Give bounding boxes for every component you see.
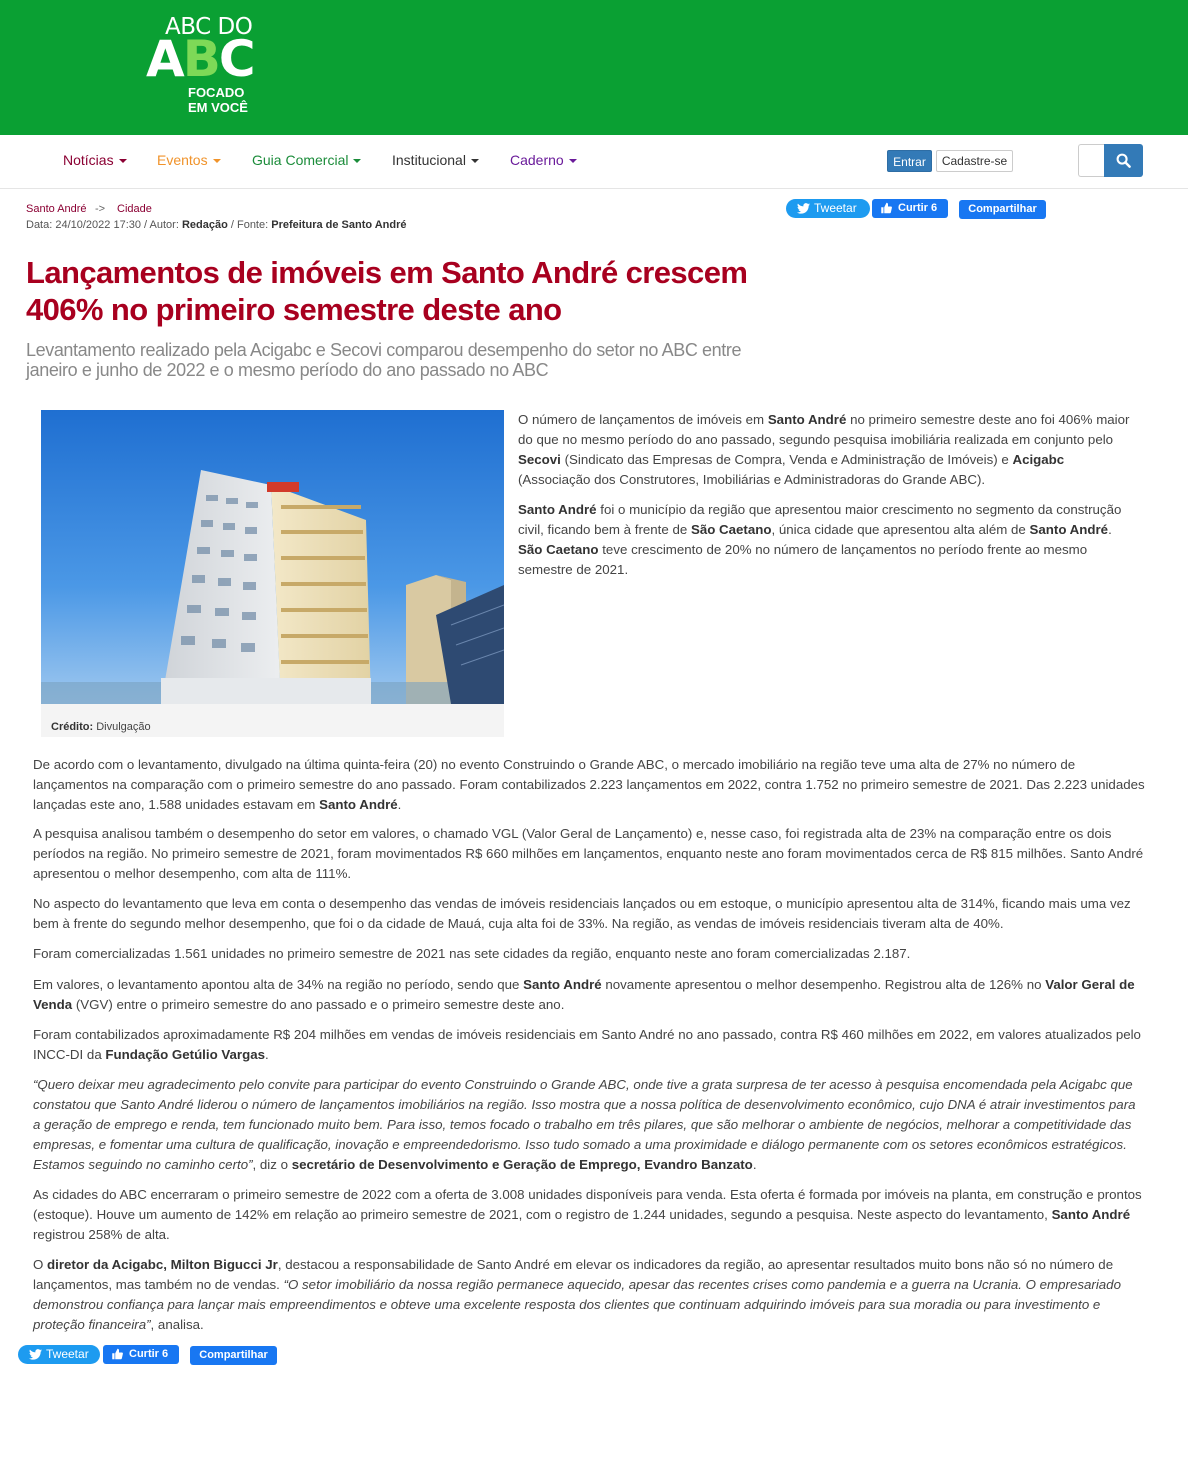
nav-guia-comercial[interactable] [252, 152, 361, 168]
login-button[interactable]: Entrar [887, 150, 932, 172]
article-title: Lançamentos de imóveis em Santo André crescem 406% no primeiro semestre deste ano [26, 255, 748, 327]
meta-date: Data: 24/10/2022 17:30 / Autor: [26, 219, 182, 231]
like-button-top[interactable] [872, 199, 948, 218]
logo-letter-c: C [218, 30, 254, 88]
text-run: no primeiro semestre deste ano foi 406% maior do que no mesmo período do ano passado, segundo pesquisa imobiliária realizada em conjunto pelo [518, 412, 1130, 447]
share-button-bottom[interactable]: Compartilhar [190, 1346, 277, 1365]
article-paragraph-4 [33, 824, 1145, 884]
text-run: . [265, 1047, 269, 1062]
text-run: , analisa. [150, 1317, 204, 1332]
site-logo[interactable] [146, 12, 256, 122]
logo-tagline [188, 85, 248, 115]
bold-text: Valor Geral de Venda [33, 977, 1135, 1012]
text-run: Foram comercializadas 1.561 unidades no primeiro semestre de 2021 nas sete cidades da região, enquanto neste ano foram comercializadas 2.187. [33, 946, 911, 961]
article-paragraph-2 [518, 500, 1138, 580]
text-run: foi o município da região que apresentou maior crescimento no segmento da construção civil, ficando bem à frente de [518, 502, 1122, 537]
bold-text: Fundação Getúlio Vargas [105, 1047, 266, 1062]
bold-text: Santo André [1029, 522, 1109, 537]
site-header [0, 0, 1188, 135]
article-paragraph-7 [33, 975, 1145, 1015]
logo-letter-b: B [182, 30, 219, 88]
chevron-down-icon [213, 159, 221, 163]
article-figure [41, 410, 504, 737]
bold-text: diretor da Acigabc, Milton Bigucci Jr [47, 1257, 278, 1272]
nav-noticias[interactable] [63, 152, 127, 168]
chevron-down-icon [471, 159, 479, 163]
nav-guia-comercial-label: Guia Comercial [252, 152, 349, 168]
meta-source: Prefeitura de Santo André [271, 219, 407, 231]
article-paragraph-8 [33, 1025, 1145, 1065]
bold-text: Secovi [518, 452, 561, 467]
share-button-top[interactable]: Compartilhar [959, 200, 1046, 219]
text-run: No aspecto do levantamento que leva em conta o desempenho das vendas de imóveis residenciais lançados ou em estoque, o município apresentou alta de 314%, ficando mais uma vez bem à frente do segundo melhor desempenho, que foi o da cidade de Mauá, cuja alta foi de 33%. Na região, as vendas de imóveis residenciais tiveram alta de 40%. [33, 896, 1131, 931]
text-run: . [397, 797, 402, 812]
article-paragraph-5 [33, 894, 1145, 934]
signup-button[interactable]: Cadastre-se [936, 150, 1013, 172]
text-run: O [33, 1257, 48, 1272]
tweet-label: Tweetar [814, 201, 857, 215]
like-button-bottom[interactable] [103, 1345, 179, 1364]
like-label: Curtir 6 [898, 202, 938, 214]
article-meta [26, 219, 407, 231]
breadcrumb-separator: -> [95, 203, 106, 215]
nav-caderno-label: Caderno [510, 152, 564, 168]
tweet-button-top[interactable] [786, 199, 870, 218]
bold-text: Santo André [767, 412, 847, 427]
tweet-label: Tweetar [46, 1347, 89, 1361]
meta-source-label: / Fonte: [227, 219, 272, 231]
nav-caderno[interactable] [510, 152, 577, 168]
twitter-bird-icon [797, 203, 810, 214]
logo-tagline-1: FOCADO [188, 85, 245, 100]
search-input[interactable] [1078, 144, 1105, 177]
nav-eventos-label: Eventos [157, 152, 208, 168]
nav-noticias-label: Notícias [63, 152, 114, 168]
search-button[interactable] [1104, 144, 1143, 177]
text-run: As cidades do ABC encerraram o primeiro semestre de 2022 com a oferta de 3.008 unidades disponíveis para venda. Esta oferta é formada por imóveis na planta, em construção e prontos (estoque). Houve um aumento de 142% em relação ao primeiro semestre de 2021, com o registro de 1.244 unidades, segundo a pesquisa. Neste aspecto do levantamento, [33, 1187, 1142, 1222]
nav-institucional-label: Institucional [392, 152, 466, 168]
text-run: O número de lançamentos de imóveis em [518, 412, 768, 427]
tweet-button-bottom[interactable] [18, 1345, 100, 1364]
text-run: , destacou a responsabilidade de Santo André em elevar os indicadores da região, ao apresentar resultados muito bons não só no número de lançamentos, mas também no de vendas. [33, 1257, 1114, 1292]
chevron-down-icon [569, 159, 577, 163]
meta-author: Redação [181, 219, 228, 231]
photo-credit [51, 721, 151, 733]
article-subtitle: Levantamento realizado pela Acigabc e Secovi comparou desempenho do setor no ABC entre janeiro e junho de 2022 e o mesmo período do ano passado no ABC [26, 340, 742, 380]
breadcrumb-section[interactable]: Cidade [117, 203, 152, 215]
search-icon [1116, 153, 1131, 168]
chevron-down-icon [119, 159, 127, 163]
bold-text: secretário de Desenvolvimento e Geração de Emprego, Evandro Banzato [291, 1157, 753, 1172]
text-run: A pesquisa analisou também o desempenho do setor em valores, o chamado VGL (Valor Geral de Lançamento) e, nesse caso, foi registrada alta de 23% na comparação entre os dois períodos na região. No primeiro semestre de 2021, foram movimentados R$ 660 milhões em lançamentos, enquanto neste ano foram movimentados cerca de R$ 815 milhões. Santo André apresentou o melhor desempenho, com alta de 111%. [33, 826, 1144, 881]
logo-letter-a: A [146, 30, 183, 88]
text-run: Em valores, o levantamento apontou alta de 34% na região no período, sendo que [33, 977, 524, 992]
photo-credit-label: Crédito: [51, 721, 94, 733]
building-photo[interactable] [41, 410, 504, 704]
article-paragraph-11 [33, 1255, 1145, 1335]
text-run: . [752, 1157, 757, 1172]
bold-text: Acigabc [1012, 452, 1065, 467]
logo-line-1: ABC DO [165, 14, 253, 40]
text-run: registrou 258% de alta. [33, 1227, 170, 1242]
text-run: (VGV) entre o primeiro semestre do ano passado e o primeiro semestre deste ano. [72, 997, 565, 1012]
twitter-bird-icon [29, 1349, 42, 1360]
breadcrumb-city[interactable]: Santo André [26, 203, 87, 215]
text-run: novamente apresentou o melhor desempenho. Registrou alta de 126% no [601, 977, 1046, 992]
bold-text: Santo André [523, 977, 602, 992]
bold-text: Santo André [319, 797, 398, 812]
text-run: Foram contabilizados aproximadamente R$ 204 milhões em vendas de imóveis residenciais em Santo André no ano passado, contra R$ 460 milhões em 2022, em valores atualizados pelo INCC-DI da [33, 1027, 1141, 1062]
article-paragraph-6 [33, 944, 1145, 964]
bold-text: Santo André [1051, 1207, 1131, 1222]
article-paragraph-1 [518, 410, 1138, 490]
thumbs-up-icon [111, 1348, 124, 1360]
thumbs-up-icon [880, 202, 893, 214]
text-run: . [1108, 522, 1112, 537]
article-paragraph-3 [33, 755, 1145, 815]
text-run: , diz o [252, 1157, 292, 1172]
bold-text: São Caetano [690, 522, 772, 537]
text-run: , única cidade que apresentou alta além de [771, 522, 1030, 537]
bold-text: Santo André [518, 502, 597, 517]
text-run: teve crescimento de 20% no número de lançamentos no período frente ao mesmo semestre de 2021. [518, 542, 1088, 577]
article-quote-paragraph [33, 1075, 1145, 1175]
chevron-down-icon [353, 159, 361, 163]
building-photo-illustration [41, 410, 504, 704]
photo-credit-value: Divulgação [93, 721, 151, 733]
article-paragraph-10 [33, 1185, 1145, 1245]
text-run: De acordo com o levantamento, divulgado na última quinta-feira (20) no evento Construindo o Grande ABC, o mercado imobiliário na região teve uma alta de 27% no número de lançamentos na comparação com o primeiro semestre do ano passado. Foram contabilizados 2.223 lançamentos em 2022, contra 1.752 no primeiro semestre de 2021. Das 2.223 unidades lançadas este ano, 1.588 unidades estavam em [33, 757, 1145, 812]
logo-line-2 [146, 30, 254, 88]
like-label: Curtir 6 [129, 1348, 169, 1360]
text-run: (Associação dos Construtores, Imobiliárias e Administradoras do Grande ABC). [518, 472, 986, 487]
italic-quote: “O setor imobiliário da nossa região permanece aquecido, apesar das recentes crises como pandemia e a guerra na Ucrania. O empresariado demonstrou confiança para lançar mais empreendimentos e obteve uma excelente resposta dos clientes que continuam adquirindo imóveis para sua moradia ou para investimento e proteção financeira” [33, 1277, 1121, 1332]
nav-eventos[interactable] [157, 152, 221, 168]
logo-tagline-2: EM VOCÊ [188, 100, 248, 115]
text-run: (Sindicato das Empresas de Compra, Venda e Administração de Imóveis) e [560, 452, 1013, 467]
nav-institucional[interactable] [392, 152, 479, 168]
italic-quote: “Quero deixar meu agradecimento pelo convite para participar do evento Construindo o Grande ABC, onde tive a grata surpresa de ter acesso à pesquisa encomendada pela Acigabc que constatou que Santo André liderou o número de lançamentos imobiliários na região. Isso mostra que a nossa política de desenvolvimento econômico, cujo DNA é atrair investimentos para a geração de emprego e renda, tem funcionado muito bem. Para isso, temos focado o trabalho em três pilares, que são melhorar o ambiente de negócios, melhorar a competitividade das empresas, e fomentar uma cultura de qualificação, inovação e empreendedorismo. Isso tudo somado a uma proximidade e diálogo permanente com os setores econômicos estratégicos. Estamos seguindo no caminho certo” [33, 1077, 1136, 1172]
bold-text: São Caetano [518, 542, 599, 557]
